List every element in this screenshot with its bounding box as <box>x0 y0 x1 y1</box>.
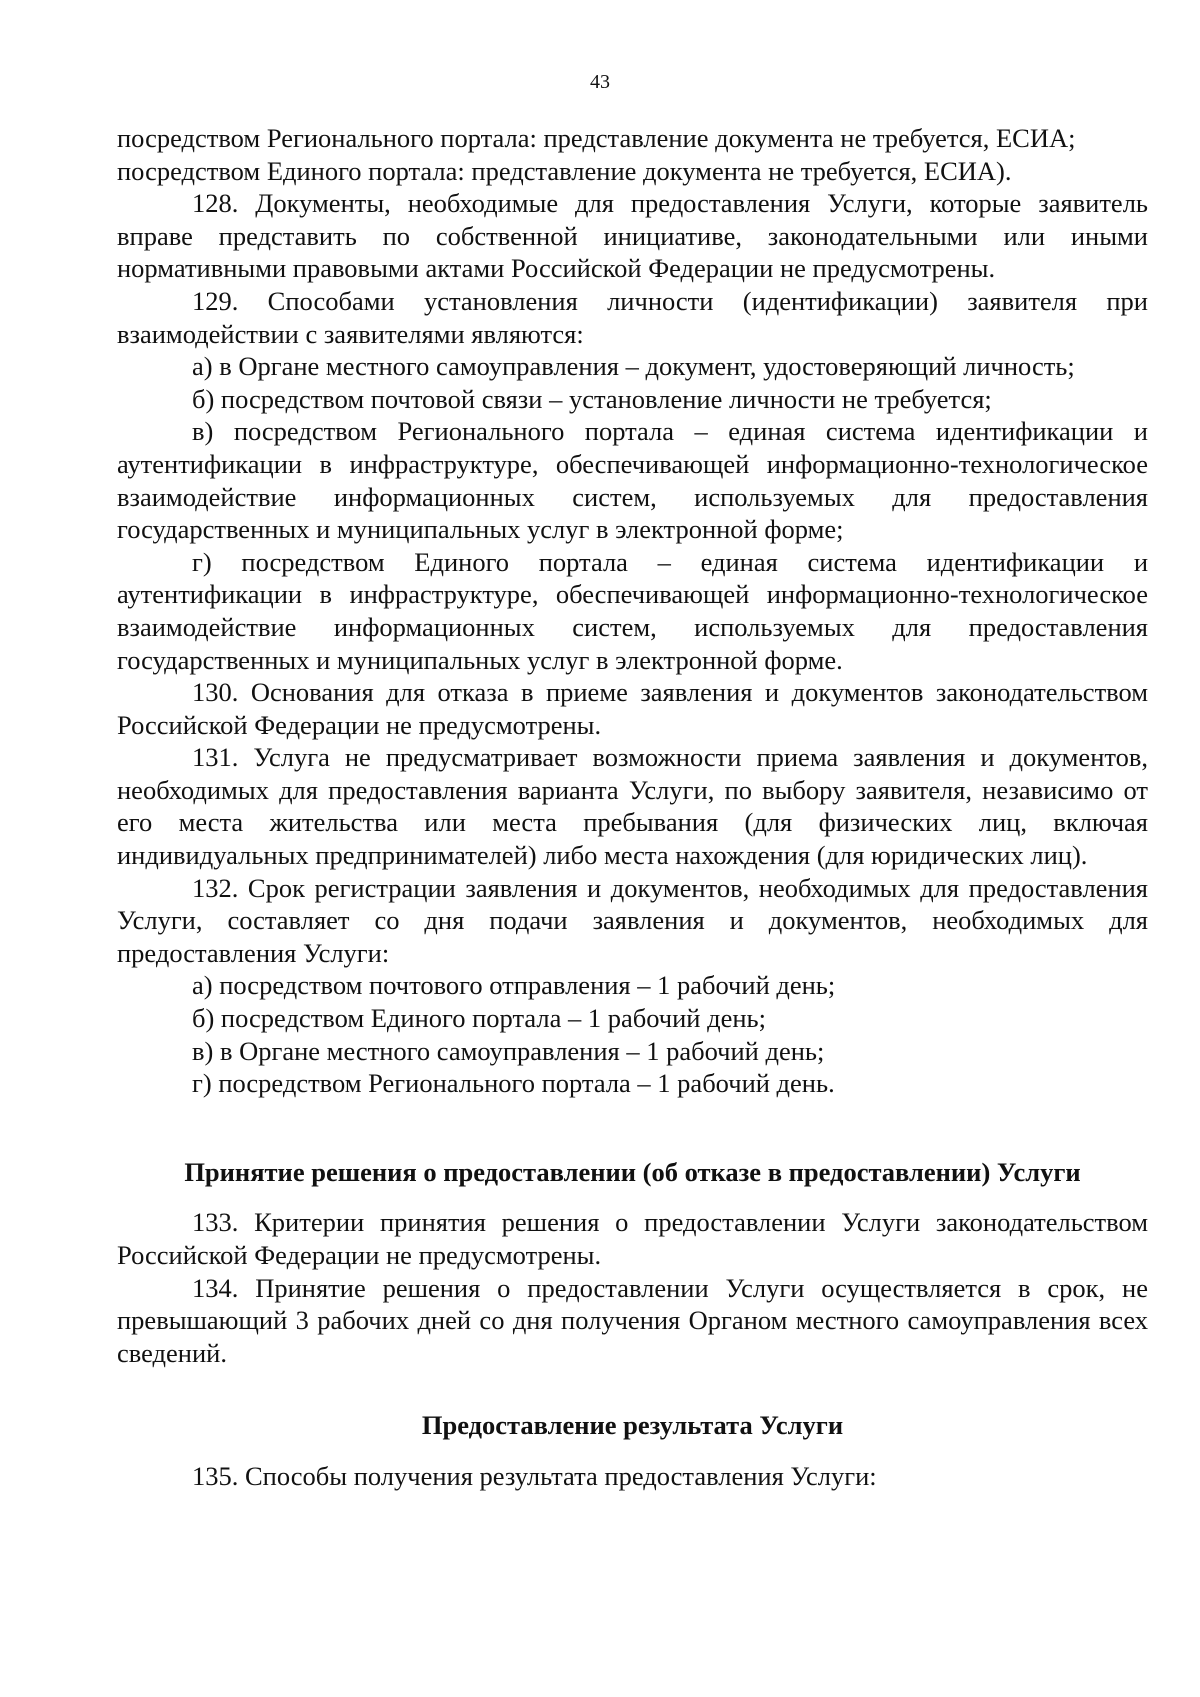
list-item-a: а) посредством почтового отправления – 1 рабочий день; <box>192 970 836 1001</box>
paragraph: посредством Единого портала: представление документа не требуется, ЕСИА). <box>117 155 1012 186</box>
section-heading-decision: Принятие решения о предоставлении (об отказе в предоставлении) Услуги <box>184 1156 1081 1187</box>
list-item-v: в) посредством Регионального портала – единая система идентификации и аутентификации в инфраструктуре, обеспечивающей информационно-технологическое взаимодействие информационных систем, используемых для предоставления государственных и муниципальных услуг в электронной форме; <box>117 416 1148 545</box>
paragraph-135: 135. Способы получения результата предоставления Услуги: <box>192 1460 877 1491</box>
document-body <box>117 122 1148 1493</box>
list-item-g: г) посредством Регионального портала – 1 рабочий день. <box>192 1068 835 1099</box>
paragraph: посредством Регионального портала: представление документа не требуется, ЕСИА; <box>117 123 1076 153</box>
paragraph-134: 134. Принятие решения о предоставлении Услуги осуществляется в срок, не превышающий 3 рабочих дней со дня получения Органом местного самоуправления всех сведений. <box>117 1272 1148 1368</box>
paragraph-133: 133. Критерии принятия решения о предоставлении Услуги законодательством Российской Федерации не предусмотрены. <box>117 1207 1148 1270</box>
list-item-v: в) в Органе местного самоуправления – 1 рабочий день; <box>192 1035 825 1066</box>
paragraph-130: 130. Основания для отказа в приеме заявления и документов законодательством Российской Федерации не предусмотрены. <box>117 677 1148 740</box>
list-item-a: а) в Органе местного самоуправления – документ, удостоверяющий личность; <box>192 351 1075 382</box>
section-top <box>117 122 1148 1100</box>
paragraph-132: 132. Срок регистрации заявления и документов, необходимых для предоставления Услуги, составляет со дня подачи заявления и документов, необходимых для предоставления Услуги: <box>117 872 1148 968</box>
paragraph-129: 129. Способами установления личности (идентификации) заявителя при взаимодействии с заявителями являются: <box>117 285 1148 349</box>
section-heading-result: Предоставление результата Услуги <box>421 1410 844 1441</box>
page-number: 43 <box>590 71 610 93</box>
list-item-b: б) посредством почтовой связи – установление личности не требуется; <box>192 383 992 414</box>
list-item-b: б) посредством Единого портала – 1 рабочий день; <box>192 1003 766 1034</box>
section-bottom <box>117 1460 1148 1493</box>
section-middle <box>117 1206 1148 1369</box>
paragraph-128: 128. Документы, необходимые для предоставления Услуги, которые заявитель вправе представить по собственной инициативе, законодательными или иными нормативными правовыми актами Российской Федерации не предусмотрены. <box>117 188 1148 284</box>
list-item-g: г) посредством Единого портала – единая система идентификации и аутентификации в инфраструктуре, обеспечивающей информационно-технологическое взаимодействие информационных систем, используемых для предоставления государственных и муниципальных услуг в электронной форме. <box>117 546 1148 675</box>
paragraph-131: 131. Услуга не предусматривает возможности приема заявления и документов, необходимых для предоставления варианта Услуги, по выбору заявителя, независимо от его места жительства или места пребывания (для физических лиц, включая индивидуальных предпринимателей) либо места нахождения (для юридических лиц). <box>117 742 1148 871</box>
